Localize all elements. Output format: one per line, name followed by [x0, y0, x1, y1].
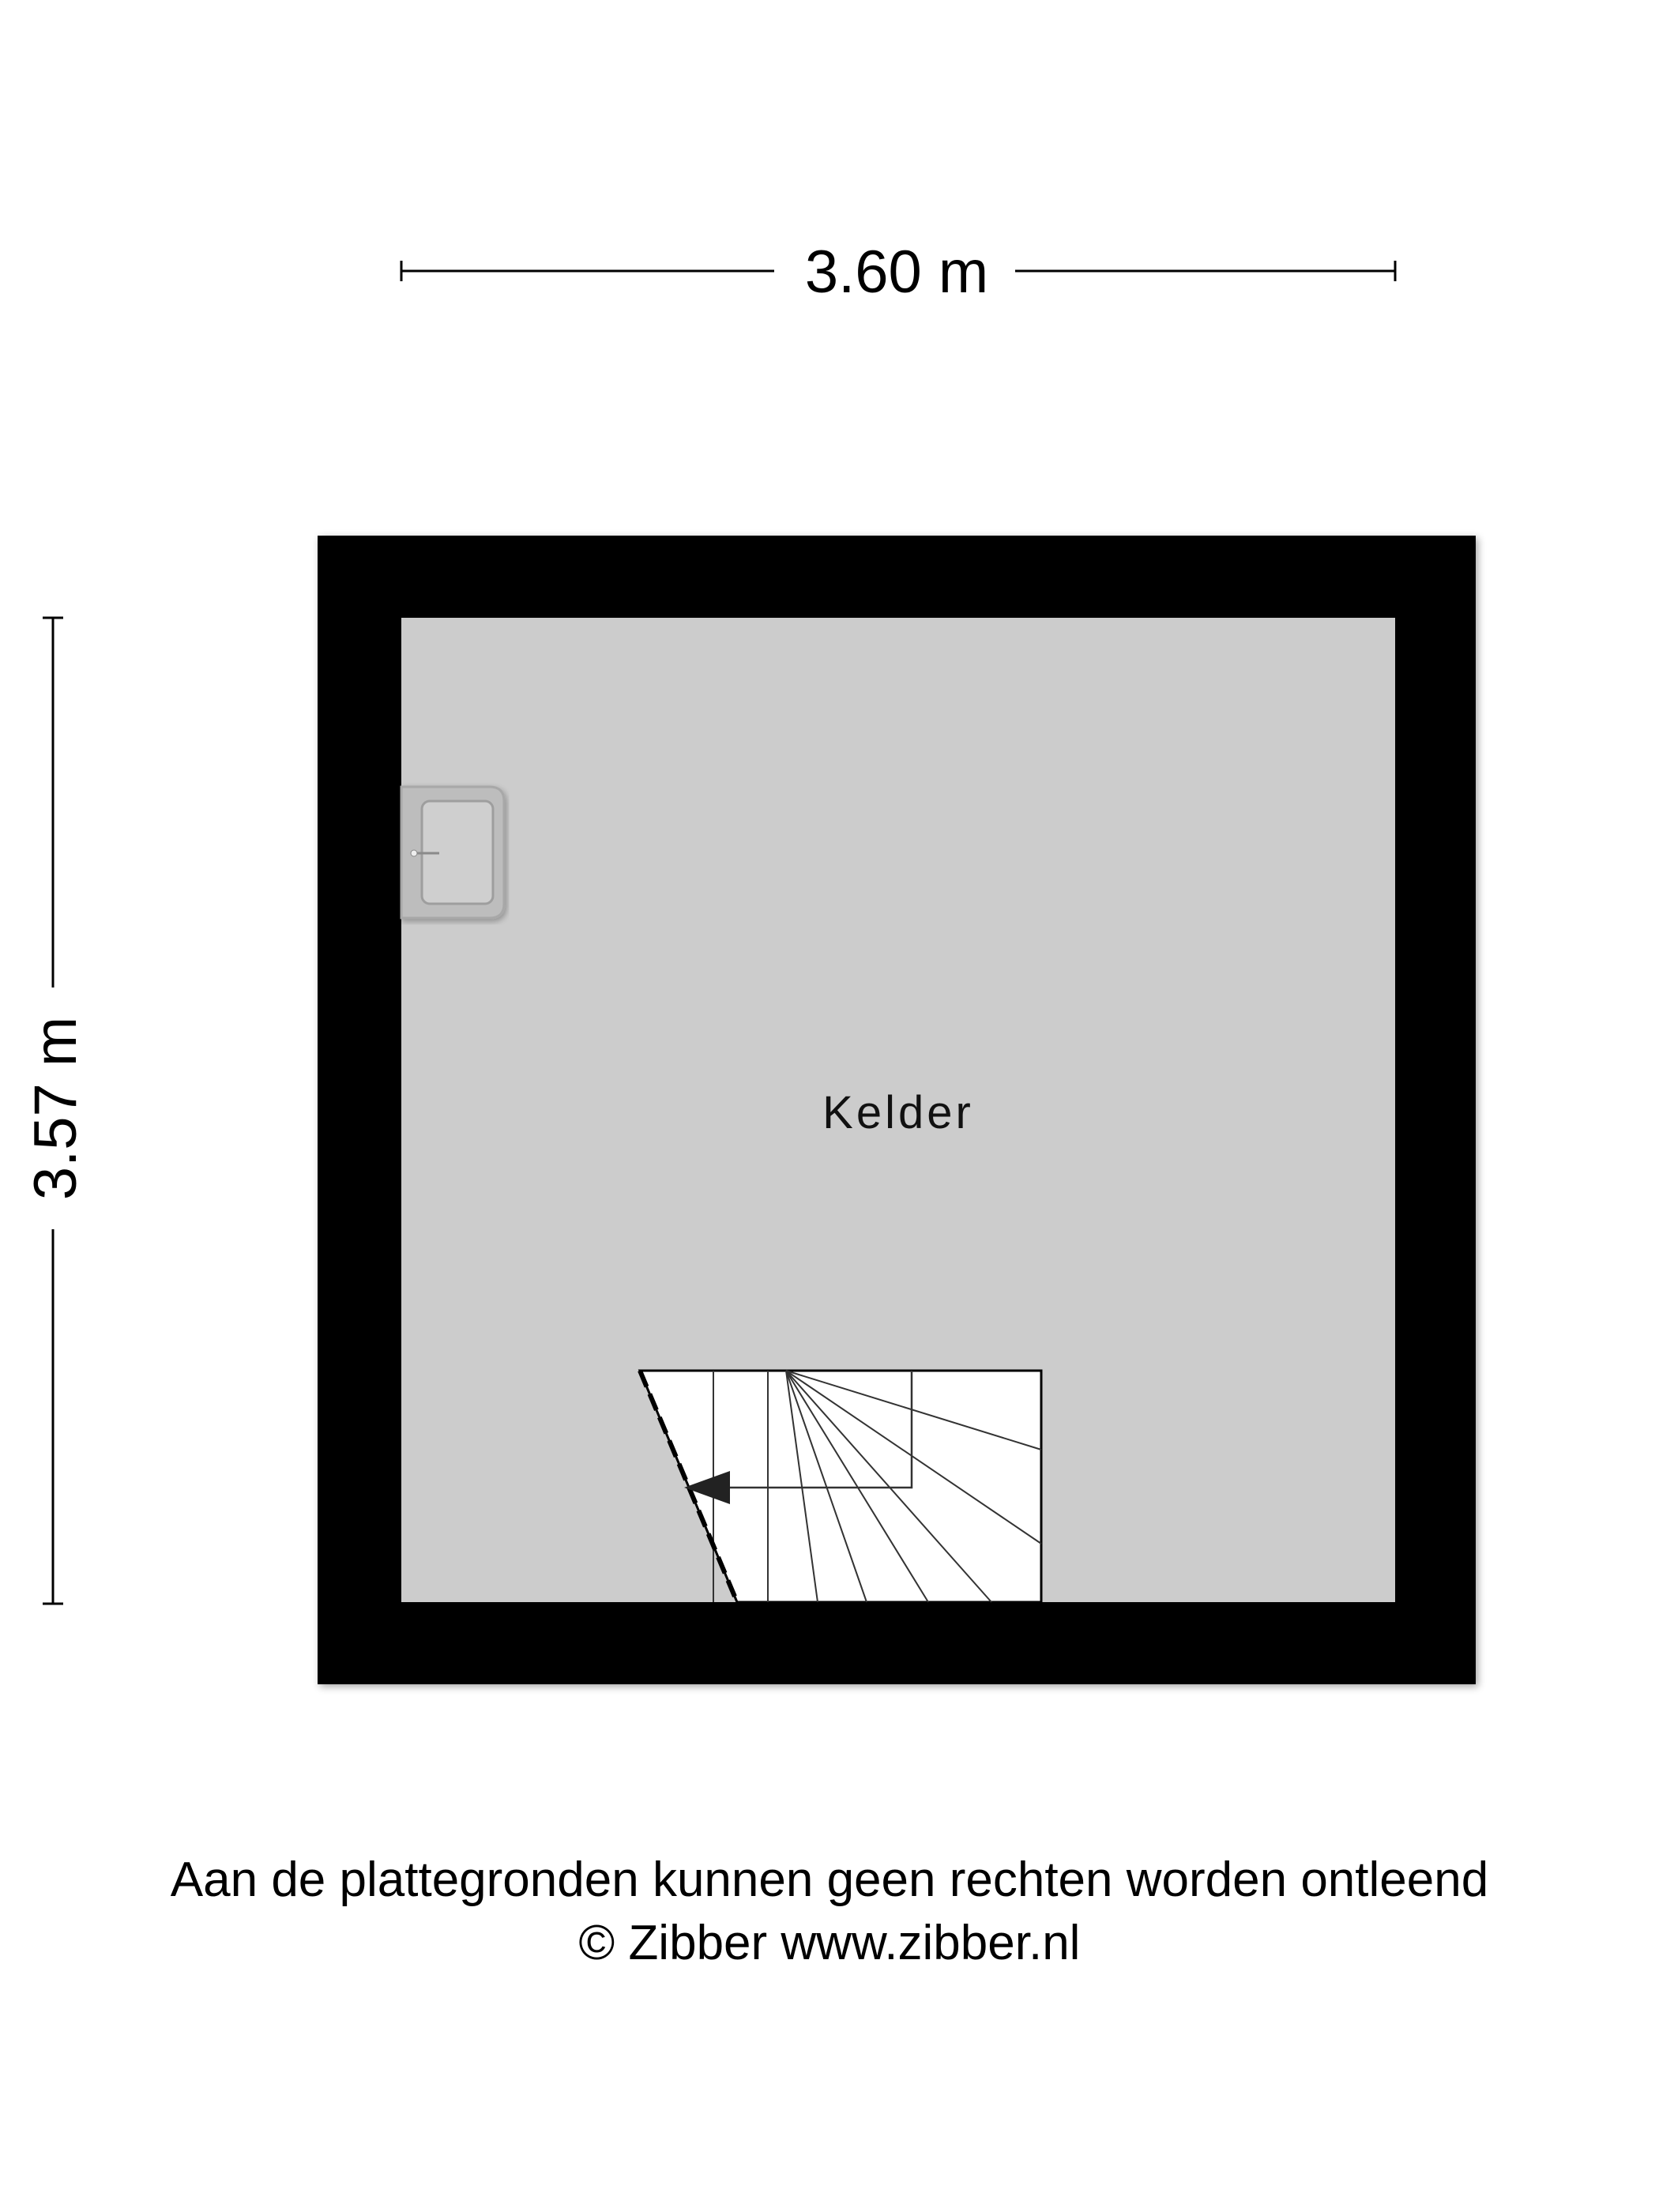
footer [0, 1849, 1659, 1975]
height-dimension [22, 618, 89, 1604]
sink [401, 787, 504, 918]
height-label: 3.57 m [22, 1016, 89, 1201]
width-dimension [401, 239, 1395, 306]
disclaimer-text: Aan de plattegronden kunnen geen rechten worden ontleend [170, 1853, 1489, 1907]
room-label: Kelder [822, 1087, 974, 1138]
copyright-text: © Zibber www.zibber.nl [578, 1916, 1081, 1970]
width-label: 3.60 m [804, 239, 989, 306]
